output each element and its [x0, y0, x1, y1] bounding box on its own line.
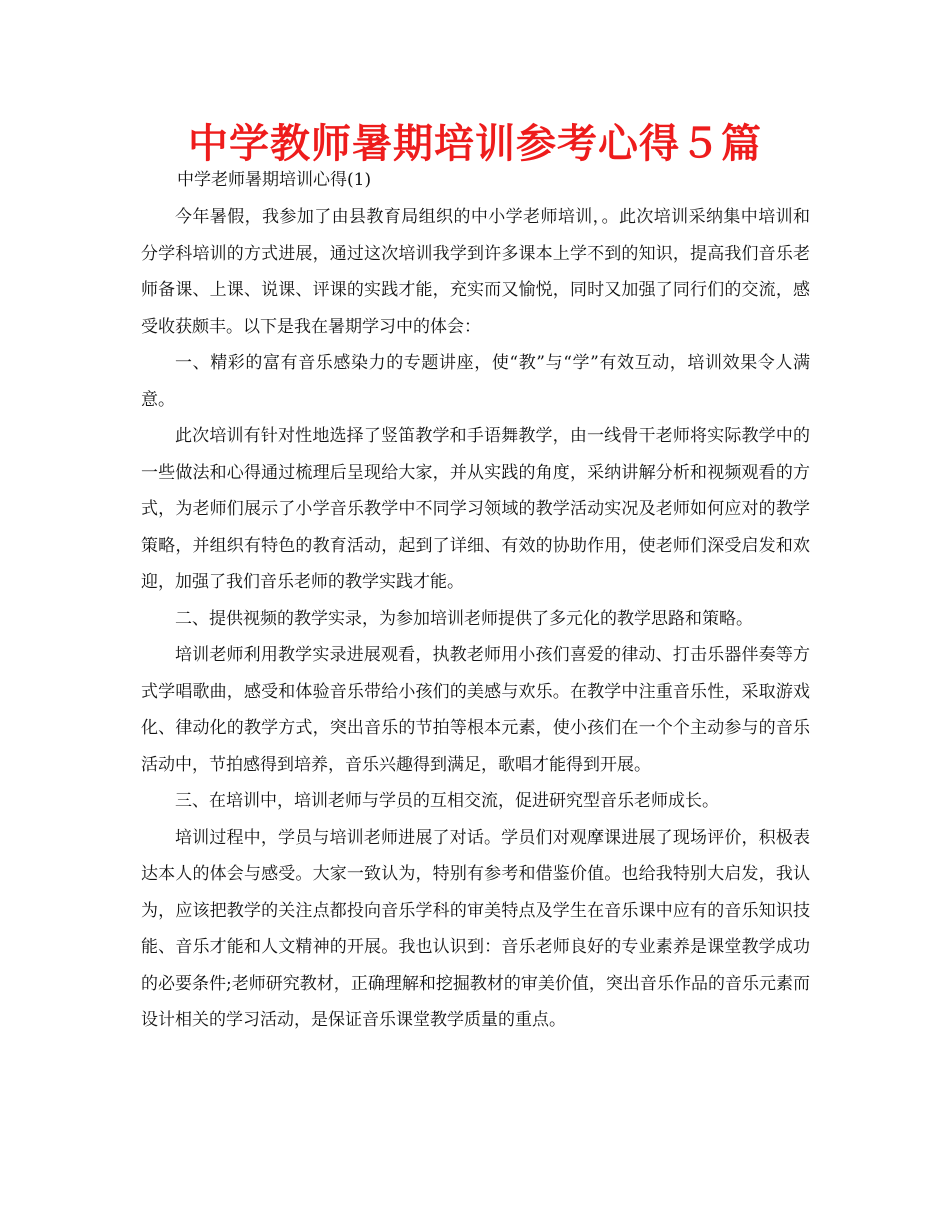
paragraph: 二、提供视频的教学实录，为参加培训老师提供了多元化的教学思路和策略。 [175, 608, 753, 629]
document-title: 中学教师暑期培训参考心得５篇 [188, 121, 762, 167]
paragraph: 一、精彩的富有音乐感染力的专题讲座，使“教”与“学”有效互动，培训效果令人满意。 [141, 353, 810, 410]
paragraph: 此次培训有针对性地选择了竖笛教学和手语舞教学，由一线骨干老师将实际教学中的一些做法和心得通过梳理后呈现给大家，并从实践的角度，采纳讲解分析和视频观看的方式，为老师们展示了小学音乐教学中不同学习领域的教学活动实况及老师如何应对的教学策略，并组织有特色的教育活动，起到了详细、有效的协助作用，使老师们深受启发和欢迎，加强了我们音乐老师的教学实践才能。 [141, 426, 810, 592]
paragraph: 培训老师利用教学实录进展观看，执教老师用小孩们喜爱的律动、打击乐器伴奏等方式学唱歌曲，感受和体验音乐带给小孩们的美感与欢乐。在教学中注重音乐性，采取游戏化、律动化的教学方式，突出音乐的节拍等根本元素，使小孩们在一个个主动参与的音乐活动中，节拍感得到培养，音乐兴趣得到满足，歌唱才能得到开展。 [141, 645, 810, 775]
paragraph: 三、在培训中，培训老师与学员的互相交流，促进研究型音乐老师成长。 [175, 791, 719, 811]
document-body [141, 199, 810, 1039]
section-heading: 中学老师暑期培训心得(1) [177, 170, 372, 190]
paragraph: 培训过程中，学员与培训老师进展了对话。学员们对观摩课进展了现场评价，积极表达本人的体会与感受。大家一致认为，特别有参考和借鉴价值。也给我特别大启发，我认为，应该把教学的关注点都投向音乐学科的审美特点及学生在音乐课中应有的音乐知识技能、音乐才能和人文精神的开展。我也认识到：音乐老师良好的专业素养是课堂教学成功的必要条件;老师研究教材，正确理解和挖掘教材的审美价值，突出音乐作品的音乐元素而设计相关的学习活动，是保证音乐课堂教学质量的重点。 [141, 827, 810, 1030]
paragraph: 今年暑假，我参加了由县教育局组织的中小学老师培训，。此次培训采纳集中培训和分学科培训的方式进展，通过这次培训我学到许多课本上学不到的知识，提高我们音乐老师备课、上课、说课、评课的实践才能，充实而又愉悦，同时又加强了同行们的交流，感受收获颇丰。以下是我在暑期学习中的体会： [141, 207, 810, 337]
